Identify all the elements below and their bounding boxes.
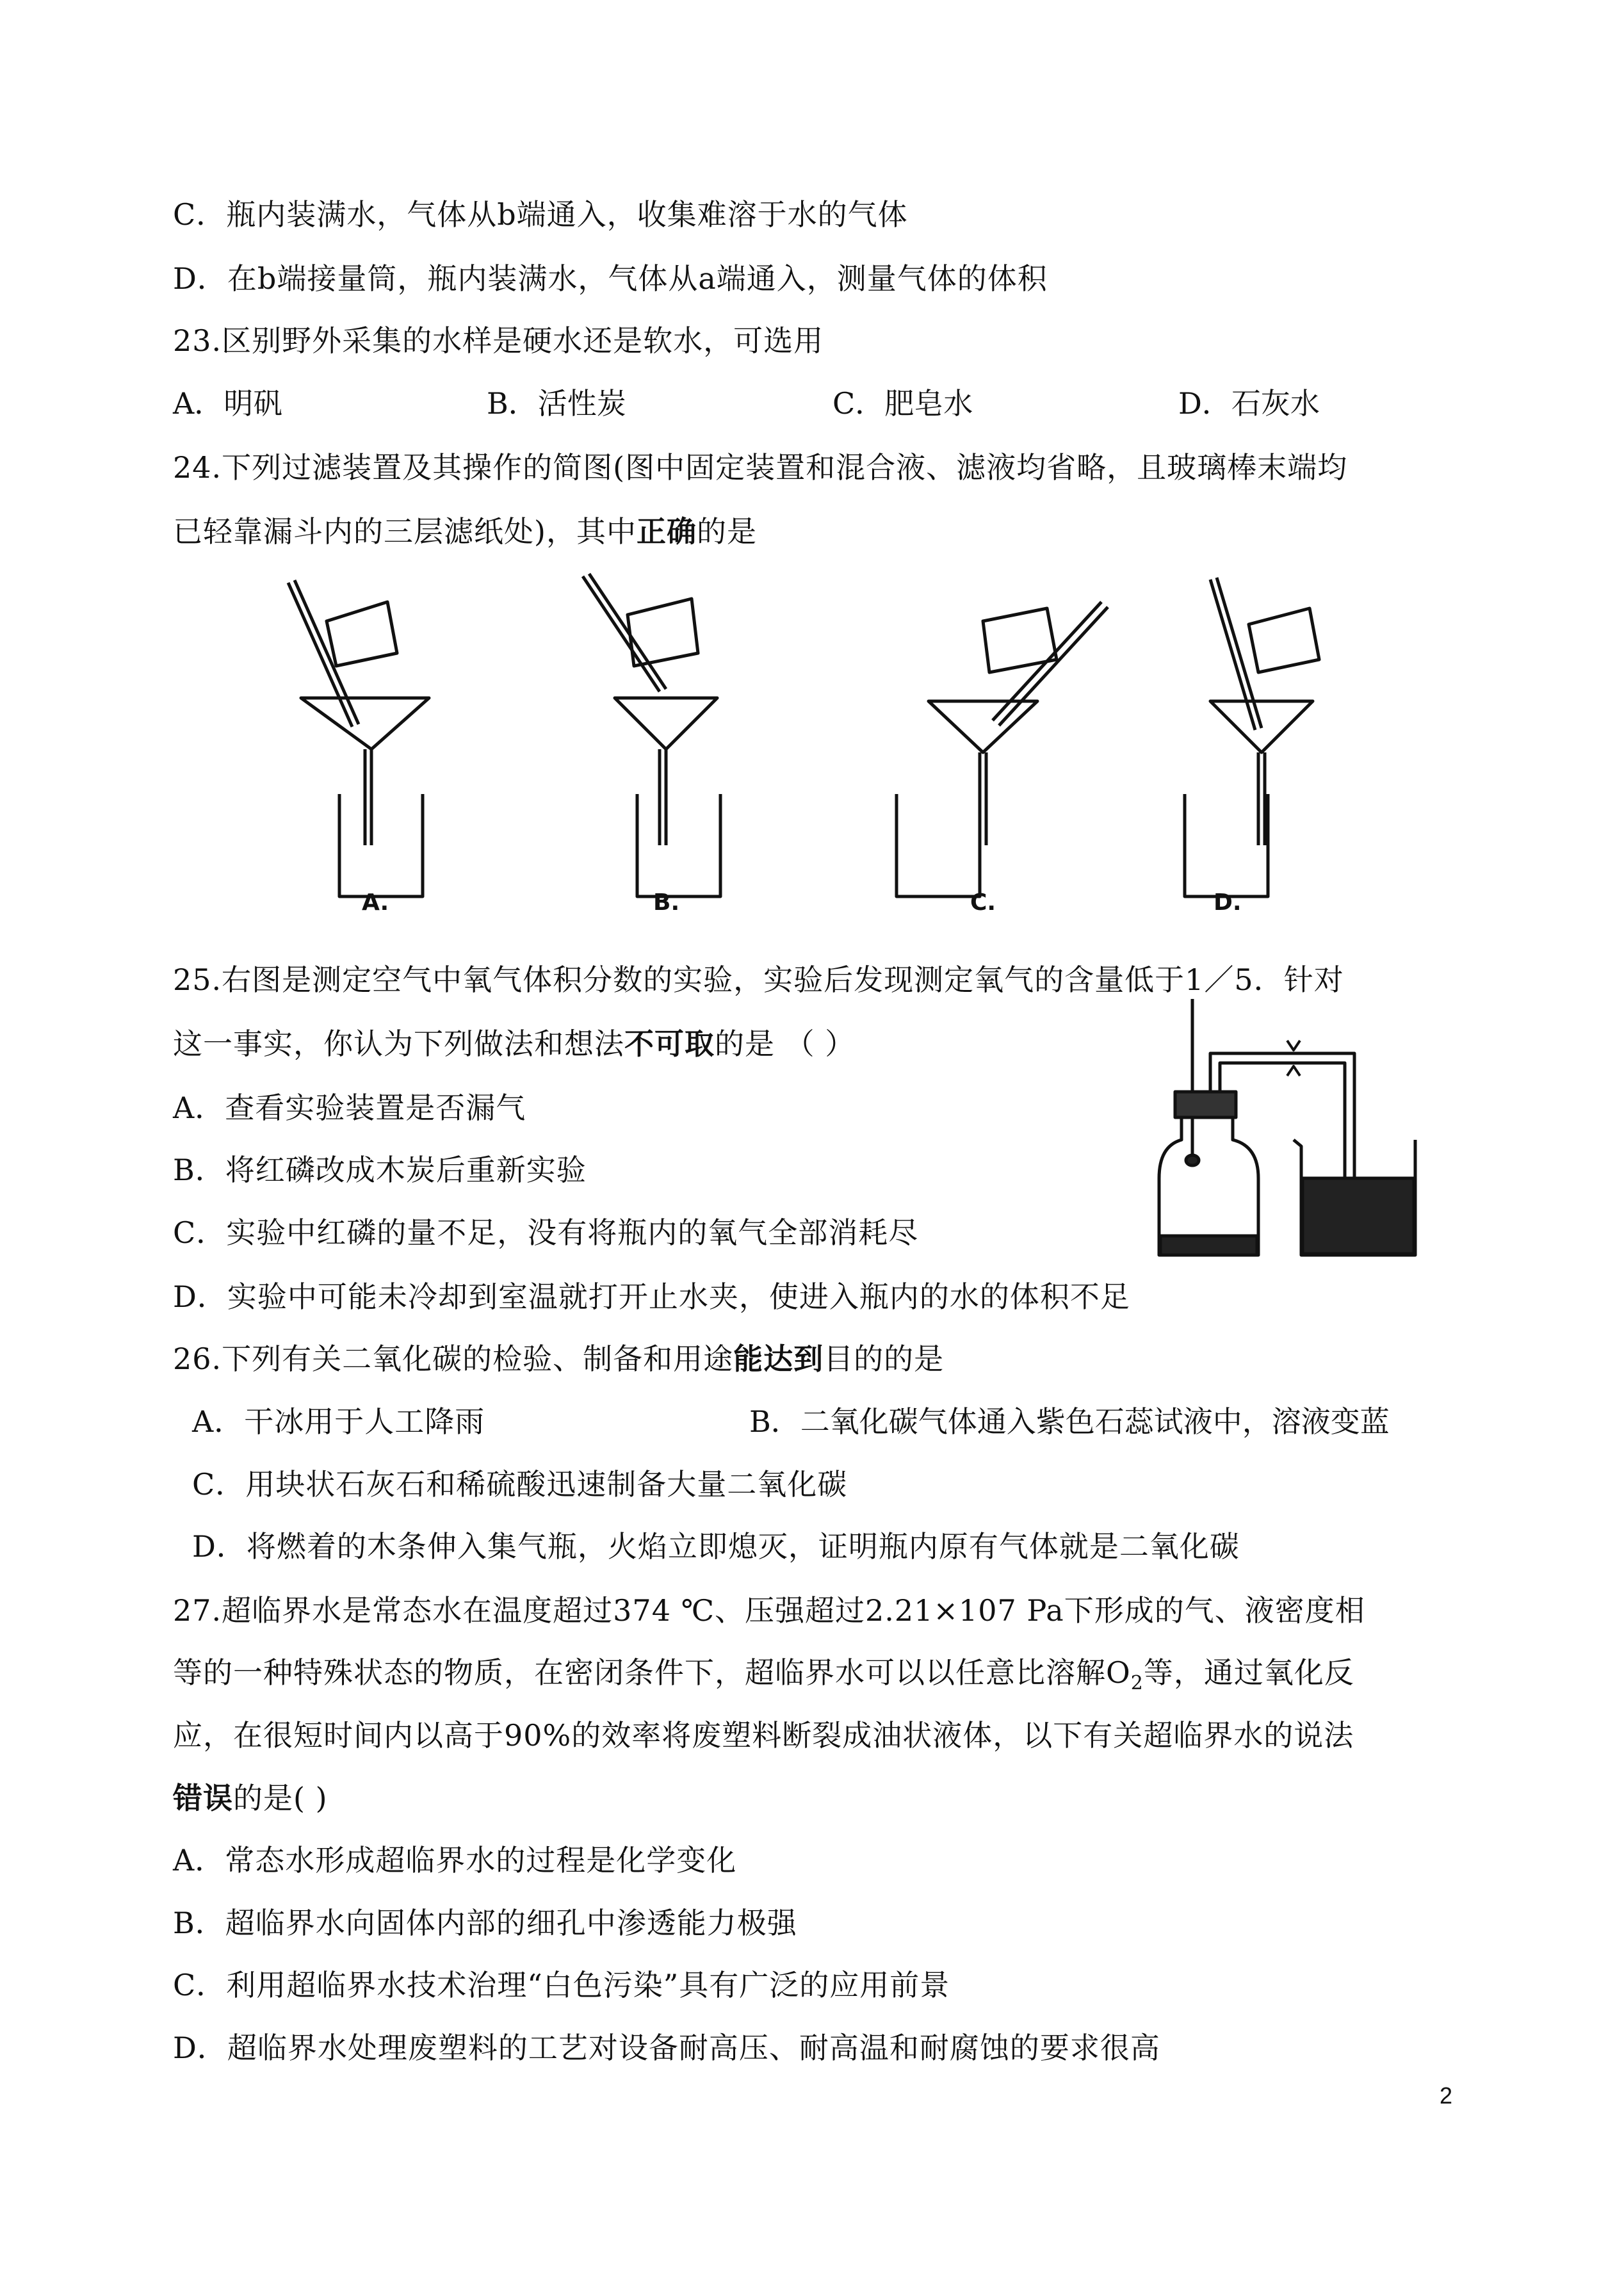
q23-stem: 23.区别野外采集的水样是硬水还是软水，可选用 — [173, 323, 824, 358]
q26-option-c: C．用块状石灰石和稀硫酸迅速制备大量二氧化碳 — [192, 1467, 848, 1502]
q27-option-a: A．常态水形成超临界水的过程是化学变化 — [173, 1843, 737, 1877]
q27-stem-line4: 错误的是( ) — [173, 1781, 328, 1815]
q27-stem-line2: 等的一种特殊状态的物质，在密闭条件下，超临界水可以以任意比溶解$O_2$等，通过氧化反 — [173, 1655, 1354, 1695]
q27-option-b: B．超临界水向固体内部的细孔中渗透能力极强 — [173, 1906, 797, 1940]
q25-option-a: A．查看实验装置是否漏气 — [173, 1091, 526, 1125]
q22-option-c: C．瓶内装满水，气体从b端通入，收集难溶于水的气体 — [173, 197, 908, 232]
fig-label-b: B. — [653, 889, 680, 916]
q26-option-d: D．将燃着的木条伸入集气瓶，火焰立即熄灭，证明瓶内原有气体就是二氧化碳 — [192, 1529, 1240, 1564]
q25-stem-line1: 25.右图是测定空气中氧气体积分数的实验，实验后发现测定氧气的含量低于1／5．针对 — [173, 962, 1344, 997]
oxygen-apparatus-figure — [1133, 986, 1492, 1268]
q25-stem-line2: 这一事实，你认为下列做法和想法不可取的是 （ ） — [173, 1026, 856, 1061]
q26-stem: 26.下列有关二氧化碳的检验、制备和用途能达到目的的是 — [173, 1342, 945, 1376]
fig-label-d: D. — [1214, 889, 1242, 916]
fig-label-a: A. — [362, 889, 389, 916]
q24-stem-line1: 24.下列过滤装置及其操作的简图(图中固定装置和混合液、滤液均省略，且玻璃棒末端均 — [173, 450, 1348, 485]
q26-option-b: B．二氧化碳气体通入紫色石蕊试液中，溶液变蓝 — [749, 1404, 1390, 1439]
q24-stem-line2: 已轻靠漏斗内的三层滤纸处)，其中正确的是 — [173, 514, 757, 549]
q23-option-d: D．石灰水 — [1178, 386, 1320, 421]
q27-stem-line3: 应，在很短时间内以高于90%的效率将废塑料断裂成油状液体，以下有关超临界水的说法 — [173, 1718, 1354, 1753]
filtration-figure-c — [884, 564, 1114, 922]
q27-stem-line1: 27.超临界水是常态水在温度超过374 ℃、压强超过2.21×107 Pa下形成的气、液密度相 — [173, 1593, 1365, 1628]
q25-option-d: D．实验中可能未冷却到室温就打开止水夹，使进入瓶内的水的体积不足 — [173, 1279, 1130, 1314]
filtration-figure-b — [564, 564, 768, 922]
page-number: 2 — [1440, 2082, 1453, 2109]
q23-option-c: C．肥皂水 — [832, 386, 973, 421]
q25-option-b: B．将红磷改成木炭后重新实验 — [173, 1153, 587, 1187]
filtration-figure-d — [1172, 564, 1377, 922]
q23-option-b: B．活性炭 — [487, 386, 626, 421]
q27-option-c: C．利用超临界水技术治理“白色污染”具有广泛的应用前景 — [173, 1968, 950, 2002]
q22-option-d: D．在b端接量筒，瓶内装满水，气体从a端通入，测量气体的体积 — [173, 261, 1048, 296]
q25-option-c: C．实验中红磷的量不足，没有将瓶内的氧气全部消耗尽 — [173, 1215, 919, 1250]
q26-option-a: A．干冰用于人工降雨 — [192, 1404, 485, 1439]
filtration-figure-a — [275, 564, 480, 922]
q23-option-a: A．明矾 — [173, 386, 283, 421]
fig-label-c: C. — [970, 889, 996, 916]
q27-option-d: D．超临界水处理废塑料的工艺对设备耐高压、耐高温和耐腐蚀的要求很高 — [173, 2031, 1160, 2065]
